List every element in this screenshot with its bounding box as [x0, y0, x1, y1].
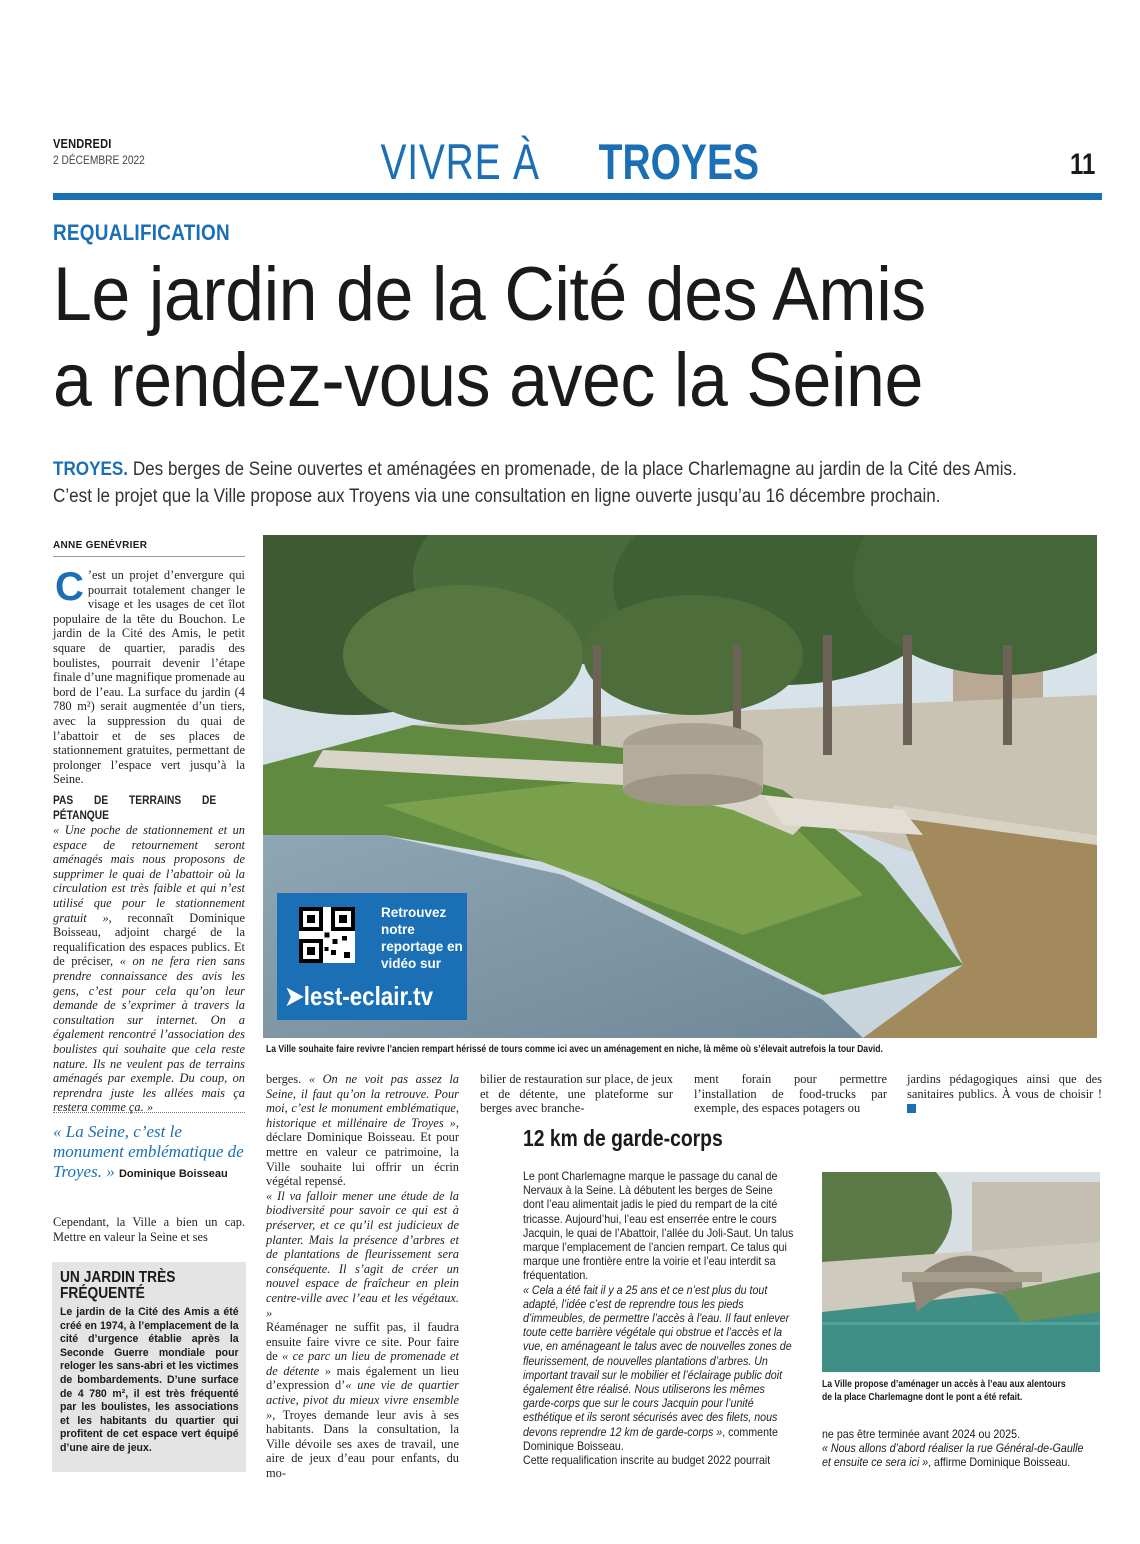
sidebar-text: [523, 1170, 794, 1468]
sidebar-continuation: [822, 1428, 1089, 1471]
info-box: [52, 1262, 246, 1472]
main-photo: [263, 535, 1097, 1038]
pullquote-text: « La Seine, c’est le monument emblématique de Troyes. »: [53, 1122, 244, 1181]
col2-q3: « ce parc un lieu de promenade et de détente »: [266, 1349, 460, 1378]
sidebar-p2: , commente Dominique Boisseau.: [523, 1425, 778, 1453]
header-rule: [53, 193, 1102, 200]
header-day: VENDREDI: [53, 136, 112, 151]
info-box-text: Le jardin de la Cité des Amis a été créé en 1974, à l’emplacement de la cité d’urgence établie après la Seconde Guerre mondiale pour reloger les sans-abri et les victimes de bombardements. D’une surface de 4 780 m², il est très fréquenté par les boulistes, les associations et les habitants du quartier qui profitent de cet espace vert équipé d’une aire de jeux.: [60, 1306, 239, 1454]
sidebar-p4: ne pas être terminée avant 2024 ou 2025.: [822, 1428, 1021, 1441]
sidebar-title: 12 km de garde-corps: [523, 1125, 723, 1151]
qr-code-icon[interactable]: [299, 907, 355, 963]
bridge-illustration: [822, 1172, 1100, 1372]
col1-continuation: Cependant, la Ville a bien un cap. Mettre en valeur la Seine et ses: [53, 1215, 245, 1244]
sidebar-q2: « Nous allons d’abord réaliser la rue Général-de-Gaulle et ensuite ce sera ici »: [822, 1442, 1084, 1470]
col2-p2: , déclare Dominique Boisseau. Et pour mettre en valeur ce patrimoine, la Ville souhaite lui offrir un écrin végétal repensé.: [266, 1115, 459, 1189]
col2-q4: « une vie de quartier active, pivot du mieux vivre ensemble »: [266, 1378, 459, 1422]
col2-p1: berges.: [266, 1072, 309, 1086]
col2-q1: « On ne voit pas assez la Seine, il faut qu’on la retrouve. Pour moi, c’est le monument emblématique, historique et millénaire de Troyes »: [266, 1072, 459, 1130]
page-number: 11: [1070, 148, 1096, 181]
lest-eclair-logo[interactable]: [285, 981, 433, 1012]
chapo-city: TROYES.: [53, 459, 129, 480]
byline-rule: [53, 556, 245, 557]
info-box-title: UN JARDIN TRÈS FRÉQUENTÉ: [60, 1269, 176, 1302]
end-mark-icon: [907, 1104, 916, 1113]
pullquote: [53, 1122, 248, 1184]
chapo: [53, 456, 1052, 510]
article-column-3: bilier de restauration sur place, de jeux et de détente, une plateforme sur berges avec branche-: [480, 1072, 673, 1116]
video-promo[interactable]: [277, 893, 467, 1020]
headline: [53, 252, 1028, 424]
chapo-text: Des berges de Seine ouvertes et aménagées en promenade, de la place Charlemagne au jardin de la Cité des Amis. C’est le projet que la Ville propose aux Troyens via une consultation en ligne ouverte jusqu’au 16 décembre prochain.: [53, 459, 1017, 507]
col5-text: jardins pédagogiques ainsi que des sanitaires publics. À vous de choisir !: [907, 1072, 1102, 1101]
headline-line-2: a rendez-vous avec la Seine: [53, 338, 923, 423]
col2-p5: , Troyes demande leur avis à ses habitants. Dans la consultation, la Ville dévoile ses axes de travail, une aire de jeux d’eau pour enfants, du mo-: [266, 1407, 459, 1481]
col1-paragraph-1: ’est un projet d’envergure qui pourrait totalement changer le visage et les usages de cet îlot populaire de la tête du Bouchon. Le jardin de la Cité des Amis, le petit square de quartier, paradis des boulistes, pourrait devenir l’étape finale d’une magnifique promenade au bord de l’eau. La surface du jardin (4 780 m²) serait augmentée d’un tiers, avec la suppression du quai de l’abattoir et de ses places de stationnement gratuites, permettant de prolonger l’espace vert jusqu’à la Seine.: [53, 568, 245, 787]
headline-line-1: Le jardin de la Cité des Amis: [53, 252, 926, 337]
col1-quote-1: « Une poche de stationnement et un espace de retournement seront aménagés mais nous proposons de supprimer le quai de l’abattoir où la circulation est très faible et qui n’est utilisé que pour le stationnement gratuit »: [53, 823, 245, 925]
sidebar-p5: , affirme Dominique Boisseau.: [928, 1456, 1071, 1470]
bridge-photo-caption: La Ville propose d’aménager un accès à l’eau aux alentours de la place Charlemagne dont le pont a été refait.: [822, 1379, 1066, 1403]
sidebar-q1: « Cela a été fait il y a 25 ans et ce n’est plus du tout adapté, l’idée c’est de reprendre tous les pieds d’immeubles, de permettre l’accès à l’eau. Il faut enlever toute cette barrière végétale qui obstrue et l’accès et la vue, en aménageant le talus avec de nouvelles zones de fleurissement, de nouvelles plantations d’arbres. Un important travail sur le mobilier et l’éclairage public doit également être réalisé. Nous utiliserons les mêmes garde-corps que sur le cours Jacquin pour l’unité esthétique et ils seront sécurisés avec des filets, nous devons reprendre 12 km de garde-corps »: [523, 1283, 792, 1439]
col2-q2: « Il va falloir mener une étude de la biodiversité pour savoir ce qui est à préserver, et ce qu’il est judicieux de planter. Mais la présence d’arbres et de plantations de fleurissement sera conséquente. Il s’agit de créer un nouvel espace de fraîcheur en plein centre-ville avec l’eau et les végétaux. »: [266, 1188, 459, 1320]
article-column-1: [53, 565, 246, 1115]
article-column-5: [907, 1072, 1102, 1116]
section-title-bold: TROYES: [598, 134, 760, 190]
video-promo-text: Retrouvez notre reportage en vidéo sur: [381, 905, 463, 971]
pullquote-author: Dominique Boisseau: [118, 1168, 228, 1180]
logo-arrow-icon: ➤: [285, 981, 304, 1011]
dropcap: C: [55, 565, 84, 609]
col2-p4: mais également un lieu d’expression d’: [266, 1363, 459, 1393]
main-photo-caption: La Ville souhaite faire revivre l’ancien rempart hérissé de tours comme ici avec un aménagement en niche, là même où s’élevait autrefois la tour David.: [266, 1044, 883, 1055]
promo-logo-text: lest-eclair.tv: [303, 981, 434, 1011]
section-title: [0, 132, 1140, 192]
sidebar-p1: Le pont Charlemagne marque le passage du canal de Nervaux à la Seine. Là débutent les berges de Seine dont l’eau alimentait jadis le pied du rempart de la cité tricasse. Aujourd’hui, l’eau est enserrée entre le cours Jacquin, le quai de l’Abattoir, l’allée du Joli-Saut. Un talus marque l’emplacement de l’ancien rempart. Ce talus qui marque une frontière entre la voirie et l’eau interdit sa fréquentation.: [523, 1170, 794, 1283]
bridge-photo: [822, 1172, 1100, 1372]
subhead-petanque: PAS DE TERRAINS DE PÉTANQUE: [53, 792, 217, 822]
col1-paragraph-2: , reconnaît Dominique Boisseau, adjoint chargé de la requalification des espaces publics. Et de préciser,: [53, 910, 245, 969]
header-date: 2 DÉCEMBRE 2022: [53, 153, 145, 167]
kicker: REQUALIFICATION: [53, 220, 230, 245]
pullquote-rule: [53, 1112, 245, 1113]
article-column-4: ment forain pour permettre l’installation de food-trucks par exemple, des espaces potagers ou: [694, 1072, 887, 1116]
sidebar-p3: Cette requalification inscrite au budget 2022 pourrait: [523, 1454, 771, 1468]
byline: ANNE GENÉVRIER: [53, 540, 148, 551]
article-column-2: [266, 1072, 459, 1481]
col2-p3: Réaménager ne suffit pas, il faudra ensuite faire vivre ce site. Pour faire de: [266, 1320, 459, 1364]
col1-quote-2: « on ne fera rien sans prendre connaissance des avis les gens, c’est pour cela qu’on leur demande de s’exprimer à travers la consultation sur internet. On a également rencontré l’association des boulistes qui souhaite que cela reste nature. Ils ne veulent pas de terrains aménagés par exemple. Du coup, on reprendra juste les allées mais ça restera comme ça. »: [53, 954, 246, 1115]
section-title-light: VIVRE À: [380, 134, 540, 190]
